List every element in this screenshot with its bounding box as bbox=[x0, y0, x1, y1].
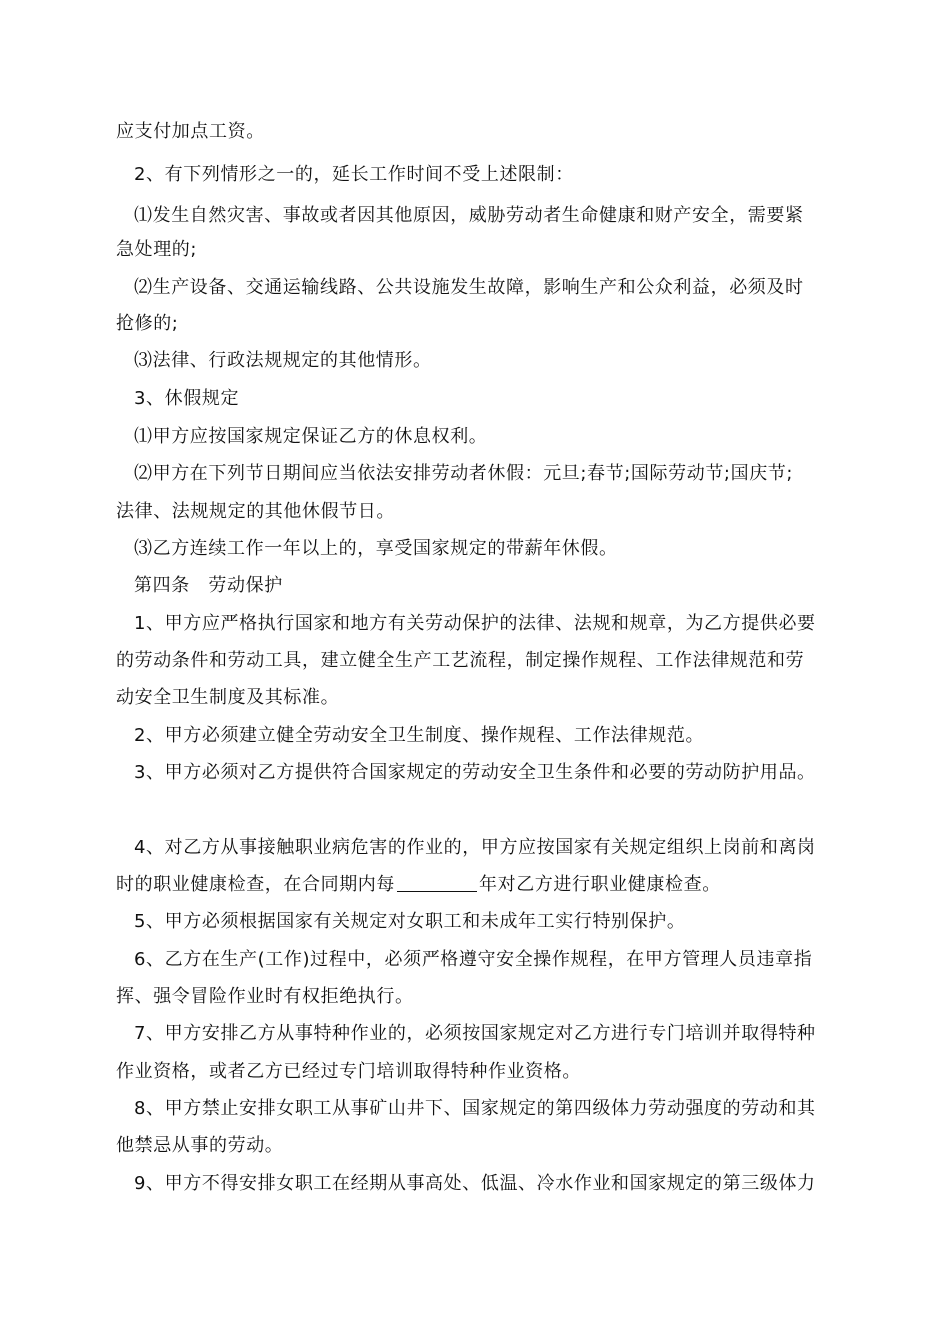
text-line: 急处理的; bbox=[116, 239, 198, 260]
text-line: ⑵甲方在下列节日期间应当依法安排劳动者休假：元旦;春节;国际劳动节;国庆节; bbox=[134, 463, 794, 484]
section-heading: 第四条 劳动保护 bbox=[134, 575, 283, 596]
fill-in-blank[interactable] bbox=[397, 873, 477, 892]
text-line: 他禁忌从事的劳动。 bbox=[116, 1135, 284, 1156]
text-line: 3、甲方必须对乙方提供符合国家规定的劳动安全卫生条件和必要的劳动防护用品。 bbox=[134, 762, 816, 783]
text-line: ⑴甲方应按国家规定保证乙方的休息权利。 bbox=[134, 426, 488, 447]
text-line-with-blank bbox=[116, 871, 836, 899]
text-line: 6、乙方在生产(工作)过程中，必须严格遵守安全操作规程，在甲方管理人员违章指 bbox=[134, 949, 813, 970]
text-line: ⑶乙方连续工作一年以上的，享受国家规定的带薪年休假。 bbox=[134, 538, 618, 559]
checkup-text-before: 时的职业健康检查，在合同期内每 bbox=[116, 874, 395, 895]
text-line: 3、休假规定 bbox=[134, 388, 240, 409]
text-line: 4、对乙方从事接触职业病危害的作业的，甲方应按国家有关规定组织上岗前和离岗 bbox=[134, 837, 816, 858]
text-line: 作业资格，或者乙方已经过专门培训取得特种作业资格。 bbox=[116, 1061, 581, 1082]
text-line: 5、甲方必须根据国家有关规定对女职工和未成年工实行特别保护。 bbox=[134, 911, 686, 932]
text-line: 2、甲方必须建立健全劳动安全卫生制度、操作规程、工作法律规范。 bbox=[134, 725, 705, 746]
text-line: 抢修的; bbox=[116, 313, 179, 334]
text-line: 2、有下列情形之一的，延长工作时间不受上述限制： bbox=[134, 164, 574, 185]
text-line: 的劳动条件和劳动工具，建立健全生产工艺流程，制定操作规程、工作法律规范和劳 bbox=[116, 650, 805, 671]
text-line: 7、甲方安排乙方从事特种作业的，必须按国家规定对乙方进行专门培训并取得特种 bbox=[134, 1023, 816, 1044]
text-line: 1、甲方应严格执行国家和地方有关劳动保护的法律、法规和规章，为乙方提供必要 bbox=[134, 613, 816, 634]
text-line: ⑶法律、行政法规规定的其他情形。 bbox=[134, 350, 432, 371]
text-line: ⑵生产设备、交通运输线路、公共设施发生故障，影响生产和公众利益，必须及时 bbox=[134, 277, 804, 298]
text-line: 法律、法规规定的其他休假节日。 bbox=[116, 501, 395, 522]
text-line: 8、甲方禁止安排女职工从事矿山井下、国家规定的第四级体力劳动强度的劳动和其 bbox=[134, 1098, 816, 1119]
text-line: 挥、强令冒险作业时有权拒绝执行。 bbox=[116, 986, 414, 1007]
text-line: 应支付加点工资。 bbox=[116, 121, 265, 142]
text-line: 动安全卫生制度及其标准。 bbox=[116, 687, 340, 708]
text-line: ⑴发生自然灾害、事故或者因其他原因，威胁劳动者生命健康和财产安全，需要紧 bbox=[134, 205, 804, 226]
text-line: 9、甲方不得安排女职工在经期从事高处、低温、冷水作业和国家规定的第三级体力 bbox=[134, 1173, 816, 1194]
checkup-text-after: 年对乙方进行职业健康检查。 bbox=[479, 874, 721, 895]
